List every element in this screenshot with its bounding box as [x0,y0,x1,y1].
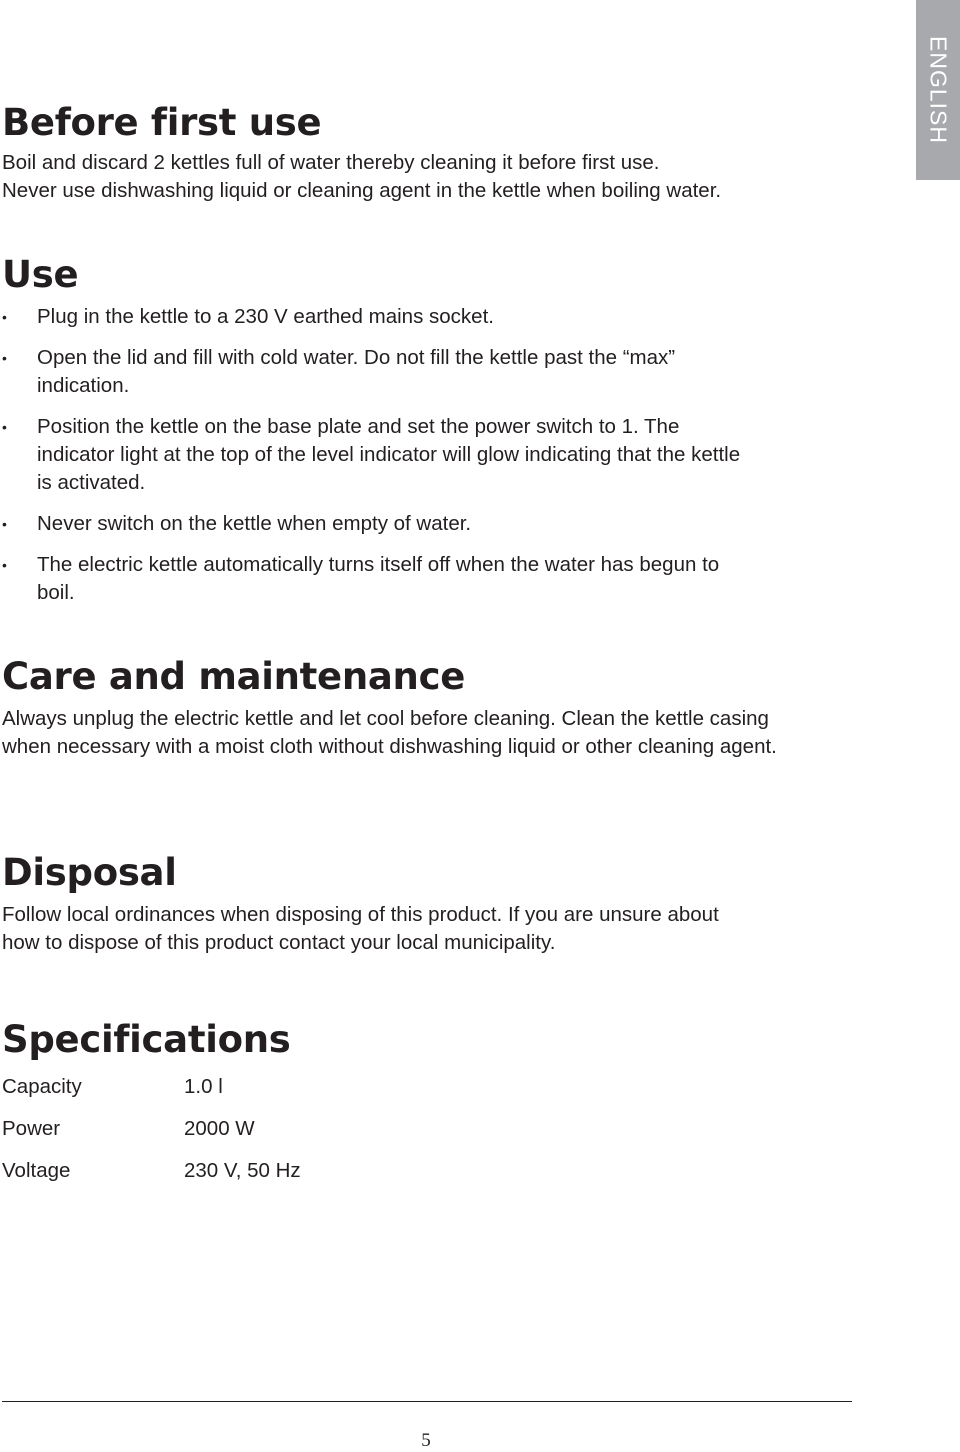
list-item-text: The electric kettle automatically turns itself off when the water has begun to boil. [37,553,720,604]
bullet-icon: • [2,350,7,366]
use-instructions-list [2,303,862,607]
list-item [2,344,697,400]
bullet-icon: • [2,516,7,532]
language-tab [916,0,960,180]
list-item [2,510,757,538]
list-item [2,413,757,497]
heading-use: Use [2,253,79,296]
heading-specifications: Specifications [2,1018,291,1061]
section-care-and-maintenance [2,657,862,760]
page-number: 5 [421,1430,431,1451]
list-item-text: Plug in the kettle to a 230 V earthed mains socket. [37,305,494,328]
table-row [2,1150,301,1192]
specifications-table [2,1066,301,1192]
spec-value: 1.0 l [184,1075,223,1098]
spec-value: 2000 W [184,1117,255,1140]
spec-label: Power [2,1117,61,1140]
spec-label: Voltage [2,1159,71,1182]
table-row [2,1066,301,1108]
spec-label: Capacity [2,1075,82,1098]
language-tab-label: ENGLISH [925,36,952,144]
disposal-paragraph: Follow local ordinances when disposing of this product. If you are unsure about how to dispose of this product contact your local municipality. [2,903,719,954]
spec-value: 230 V, 50 Hz [184,1159,301,1182]
section-use [2,255,862,620]
before-first-use-line-1: Boil and discard 2 kettles full of water thereby cleaning it before first use. [2,151,660,174]
bullet-icon: • [2,557,7,573]
list-item-text: Open the lid and fill with cold water. Do not fill the kettle past the “max” indication. [37,346,676,397]
heading-disposal: Disposal [2,851,177,894]
before-first-use-line-2: Never use dishwashing liquid or cleaning agent in the kettle when boiling water. [2,178,722,202]
bullet-icon: • [2,309,7,325]
table-row [2,1108,301,1150]
footer-divider [2,1401,852,1402]
list-item [2,303,757,331]
section-before-first-use [2,103,862,204]
heading-before-first-use: Before first use [2,101,322,144]
list-item [2,551,737,607]
heading-care-and-maintenance: Care and maintenance [2,655,466,698]
section-specifications [2,1020,862,1192]
list-item-text: Position the kettle on the base plate and set the power switch to 1. The indicator light at the top of the level indicator will glow indicating that the kettle is activated. [37,415,741,494]
section-disposal [2,853,862,956]
care-paragraph: Always unplug the electric kettle and let cool before cleaning. Clean the kettle casing when necessary with a moist cloth without dishwashing liquid or other cleaning agent. [2,707,777,758]
list-item-text: Never switch on the kettle when empty of water. [37,512,472,535]
bullet-icon: • [2,419,7,435]
